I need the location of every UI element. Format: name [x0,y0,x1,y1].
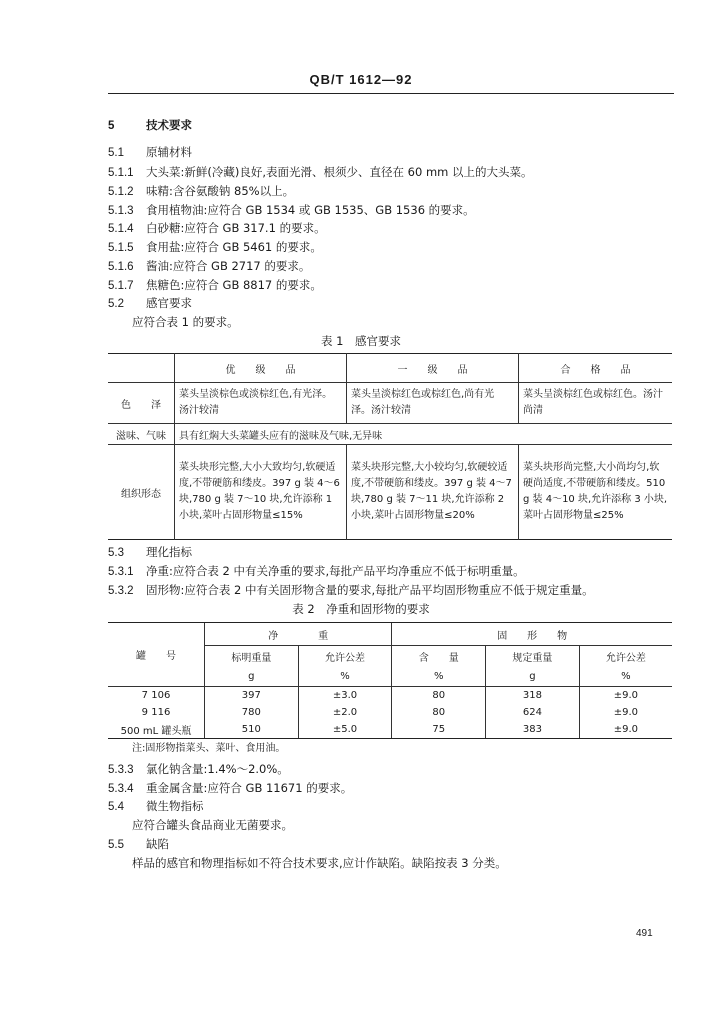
table-row [108,383,672,424]
table-cell: ±3.0 [298,687,392,705]
unit-cell: % [298,666,392,687]
line-number: 5.1.2 [108,186,134,198]
clause-5-3 [108,544,192,561]
line-number: 5.2 [108,298,124,310]
line-text: 重金属含量:应符合 GB 11671 的要求。 [146,781,353,795]
line-number: 5.5 [108,839,124,851]
paragraph-text: 应符合表 1 的要求。 [132,315,239,329]
clause-5-1-1 [108,164,533,181]
line-number: 5.3.2 [108,585,134,597]
table-row [108,721,672,739]
table-row [108,704,672,721]
line-number: 5.1.6 [108,261,134,273]
document-header: QB/T 1612—92 [309,72,413,87]
table-cell: 菜头呈淡棕红色或棕红色。汤汁尚清 [519,383,673,424]
clause-5-1 [108,144,192,161]
clause-5-3-2 [108,582,594,599]
table-cell: 菜头呈淡棕红色或棕红色,尚有光泽。汤汁较清 [347,383,519,424]
table1-header-cell: 一 级 品 [347,354,519,383]
line-number: 5.3.4 [108,783,134,795]
table2-group-row [108,623,672,646]
clause-5-3-3 [108,761,289,778]
table-cell: 菜头呈淡棕色或淡棕红色,有光泽。汤汁较清 [175,383,347,424]
table-cell: 383 [486,721,580,739]
line-text: 感官要求 [146,296,192,310]
table-cell: 菜头块形完整,大小大致均匀,软硬适度,不带硬筋和缕皮。397 g 装 4～6 块,780 g 装 7～10 块,允许添称 1 小块,菜叶占固形物量≤15% [175,445,347,540]
sub-header: 规定重量 [486,646,580,667]
line-text: 固形物:应符合表 2 中有关固形物含量的要求,每批产品平均固形物重应不低于规定重量。 [146,583,594,597]
line-number: 5.1.1 [108,167,134,179]
clause-5-1-4 [108,220,326,237]
page-number: 491 [636,928,653,939]
table-cell: 500 mL 罐头瓶 [108,721,205,739]
sub-header: 含 量 [392,646,486,667]
table-cell: 397 [205,687,299,705]
clause-5-1-3 [108,202,475,219]
table-cell: 菜头块形完整,大小较均匀,软硬较适度,不带硬筋和缕皮。397 g 装 4～7 块,780 g 装 7～11 块,允许添称 2 小块,菜叶占固形物量≤20% [347,445,519,540]
group-net-header: 净 重 [205,623,392,646]
line-number: 5.3.1 [108,566,134,578]
table1-caption: 表 1 感官要求 [321,334,401,348]
table-cell: ±9.0 [579,687,672,705]
unit-cell: % [579,666,672,687]
col-can-header: 罐 号 [108,623,205,687]
clause-5-1-5 [108,239,322,256]
table-row [108,445,672,540]
table-cell: 80 [392,687,486,705]
table1-header-row [108,354,672,383]
sub-header: 允许公差 [579,646,672,667]
table-cell: 7 106 [141,690,171,701]
line-text: 白砂糖:应符合 GB 317.1 的要求。 [146,221,326,235]
paragraph-text: 应符合罐头食品商业无菌要求。 [132,818,293,832]
table-cell: 780 [205,704,299,721]
line-text: 酱油:应符合 GB 2717 的要求。 [146,259,311,273]
line-number: 5.4 [108,801,124,813]
table-cell: 80 [392,704,486,721]
line-number: 5.3.3 [108,764,134,776]
line-text: 食用植物油:应符合 GB 1534 或 GB 1535、GB 1536 的要求。 [146,203,475,217]
line-number: 5 [108,120,115,132]
line-text: 微生物指标 [146,799,204,813]
line-text: 焦糖色:应符合 GB 8817 的要求。 [146,278,322,292]
table-row [108,687,672,705]
table2-caption: 表 2 净重和固形物的要求 [292,602,430,616]
table1-header-cell: 合 格 品 [519,354,673,383]
table1-header-cell [108,354,175,383]
table-cell: 510 [205,721,299,739]
table-cell: 9 116 [141,707,171,718]
line-number: 5.3 [108,547,124,559]
table2-note: 注:固形物指菜头、菜叶、食用油。 [132,743,286,754]
line-number: 5.1 [108,147,124,159]
row-label: 组织形态 [121,488,161,500]
table-cell: ±9.0 [579,721,672,739]
clause-5-2 [108,295,192,312]
clause-5-4 [108,798,204,815]
unit-cell: g [205,666,299,687]
clause-5-3-4 [108,780,352,797]
line-number: 5.1.7 [108,280,134,292]
line-text: 氯化钠含量:1.4%～2.0%。 [146,762,289,776]
section-5-heading [108,117,192,134]
line-text: 缺陷 [146,837,169,851]
line-text: 味精:含谷氨酸钠 85%以上。 [146,184,295,198]
table-cell: 75 [392,721,486,739]
unit-cell: g [486,666,580,687]
line-number: 5.1.3 [108,205,134,217]
line-text: 原辅材料 [146,145,192,159]
clause-5-3-1 [108,563,525,580]
group-solid-header: 固 形 物 [392,623,672,646]
line-number: 5.1.5 [108,242,134,254]
sub-header: 标明重量 [205,646,299,667]
table-cell: 624 [486,704,580,721]
row-label: 滋味、气味 [116,430,166,442]
table2 [108,622,672,739]
line-text: 净重:应符合表 2 中有关净重的要求,每批产品平均净重应不低于标明重量。 [146,564,525,578]
table-cell: 菜头块形尚完整,大小尚均匀,软硬尚适度,不带硬筋和缕皮。510 g 装 4～10 块,允许添称 3 小块,菜叶占固形物量≤25% [519,445,673,540]
line-text: 技术要求 [146,118,192,132]
line-text: 理化指标 [146,545,192,559]
table-row [108,424,672,445]
table-cell: 318 [486,687,580,705]
table1 [108,353,672,540]
table1-header-cell: 优 级 品 [175,354,347,383]
clause-5-1-7 [108,277,322,294]
line-text: 食用盐:应符合 GB 5461 的要求。 [146,240,322,254]
table-cell: ±5.0 [298,721,392,739]
paragraph-text: 样品的感官和物理指标如不符合技术要求,应计作缺陷。缺陷按表 3 分类。 [132,856,507,870]
unit-cell: % [392,666,486,687]
row-label: 色 泽 [121,399,161,411]
line-text: 大头菜:新鲜(冷藏)良好,表面光滑、根须少、直径在 60 mm 以上的大头菜。 [146,165,533,179]
clause-5-1-2 [108,183,294,200]
header-rule [108,93,674,94]
clause-5-1-6 [108,258,310,275]
sub-header: 允许公差 [298,646,392,667]
table-cell: ±2.0 [298,704,392,721]
line-number: 5.1.4 [108,223,134,235]
clause-5-5 [108,836,169,853]
table-cell-span: 具有红焖大头菜罐头应有的滋味及气味,无异味 [175,424,673,445]
table-cell: ±9.0 [579,704,672,721]
